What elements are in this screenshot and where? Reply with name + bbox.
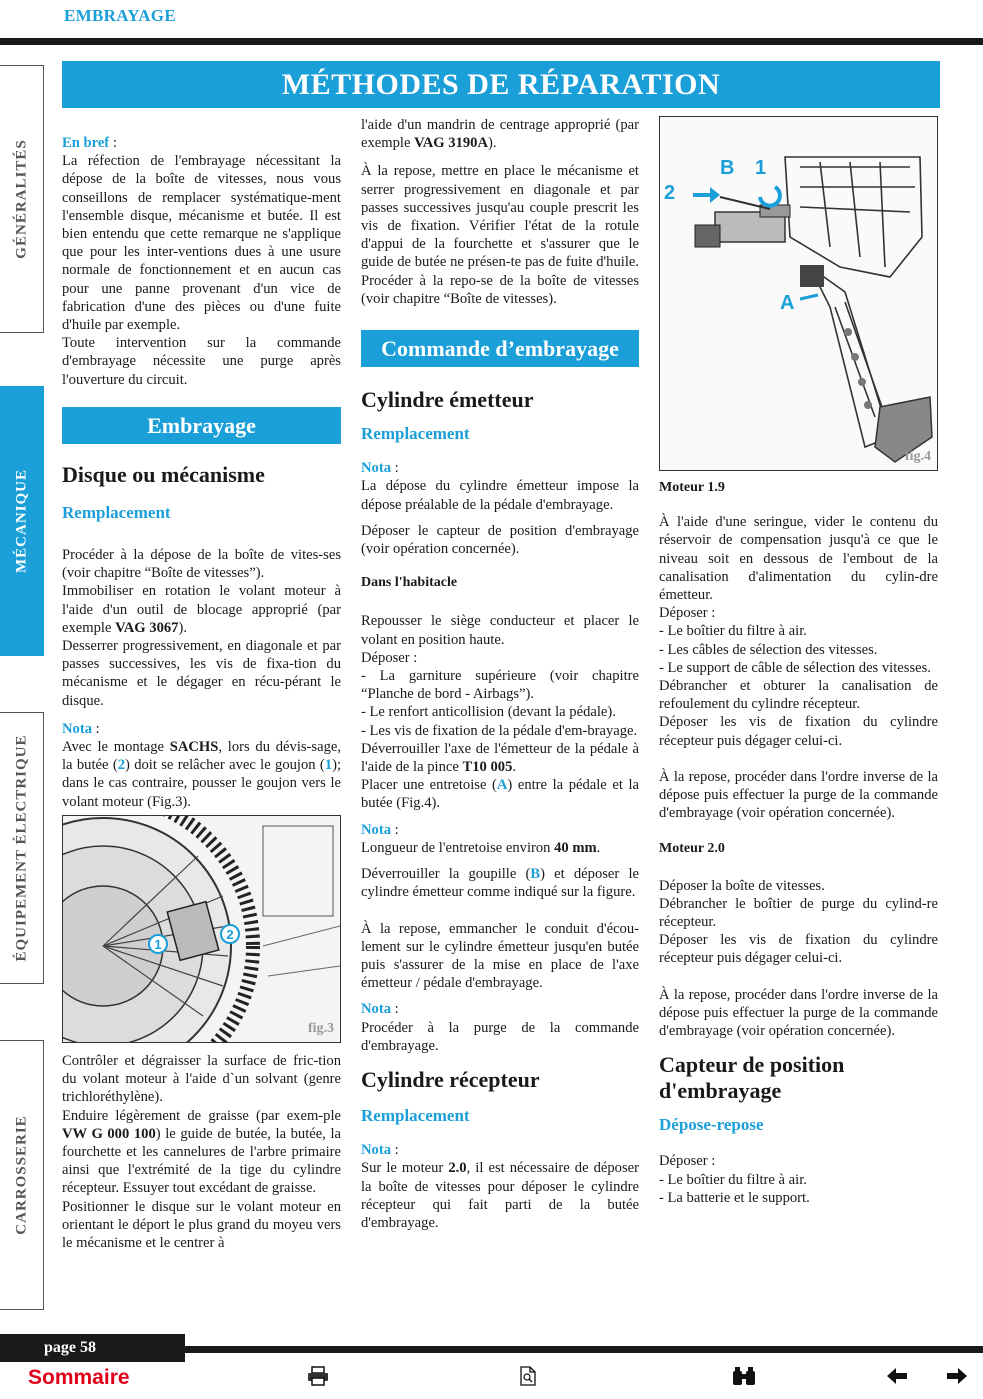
tab-generalites[interactable] (0, 65, 44, 333)
paragraph: Placer une entretoise (A) entre la pédale et la butée (Fig.4). (361, 777, 639, 812)
callout-B: B (720, 157, 735, 179)
paragraph: À la repose, mettre en place le mécanisme et serrer progressivement en diagonale et par passes successives jusqu'au couple prescrit les vis de fixation. Vérifier l'état de la rotule d'appui de la fourchette et s'assurer que le guide de butée ne présen-te pas de fuite d'huile. Procéder à la repo-se de la boîte de vitesses (voir chapitre “Boîte de vitesses). (361, 163, 639, 307)
sommaire-link[interactable]: Sommaire (28, 1366, 130, 1389)
paragraph: Enduire légèrement de graisse (par exem-ple VW G 000 100) le guide de butée, la butée, la fourchette et les cannelures de l'arbre primaire ainsi que l'extrémité de la tige du cylindre récepteur. Essuyer tout excédant de graisse. (62, 1107, 342, 1197)
paragraph: Desserrer progressivement, en diagonale et par passes successives, les vis de fixa-tion du mécanisme et le dégager en récu-pérant le disque. (62, 638, 341, 709)
callout-2: 2 (226, 926, 234, 942)
subsection-moteur-20: Moteur 2.0 (659, 841, 725, 857)
page-number: page 58 (0, 1334, 185, 1362)
nota-text: Longueur de l'entretoise environ 40 mm. (361, 839, 601, 856)
tab-label: MÉCANIQUE (13, 468, 29, 574)
tab-mecanique[interactable] (0, 386, 44, 656)
nota-label: Nota (361, 460, 391, 477)
nota-text: Sur le moteur 2.0, il est nécessaire de déposer la boîte de vitesses pour déposer le cylindre récepteur qui fait parti de la butée d'embrayage. (361, 1160, 640, 1231)
clutch-illustration (63, 816, 340, 1042)
page-banner: MÉTHODES DE RÉPARATION (62, 61, 940, 108)
subsection-moteur-19: Moteur 1.9 (659, 480, 725, 495)
paragraph: À la repose, emmancher le conduit d'écou-lement sur le cylindre émetteur jusqu'en butée puis s'assurer de la mise en place de l'axe émetteur / pédale d'embrayage. (361, 920, 639, 992)
paragraph: À l'aide d'une seringue, vider le contenu du réservoir de compensation jusqu'à ce que le niveau soit en dessous de l'embout de la canalisation d'alimentation du cylin-dre émetteur. (659, 514, 938, 604)
paragraph: À la repose, procéder dans l'ordre inverse de la dépose puis effectuer la purge de la commande d'embrayage (voir opération concernée). (659, 768, 938, 822)
top-rule (0, 38, 983, 45)
en-bref-text: La réfection de l'embrayage nécessitant la dépose de la boîte de vitesses, nous vous conseillons de remplacer systématique-ment l'ensemble disque, mécanisme et butée. Il est bien entendu que cette remarque ne s'applique que pour les inter-ventions dues à une usure normale de fonctionnement et en aucun cas pour une panne provenant d'un vice de fabrication d'une des pièces ou d'une fuite d'huile par exemple. (62, 153, 341, 334)
nota-label: Nota (62, 720, 92, 737)
binoculars-icon[interactable] (731, 1366, 757, 1391)
paragraph: Débrancher et obturer la canalisation de refoulement du cylindre récepteur. (659, 678, 938, 713)
list-item: - Les vis de fixation de la pédale d'em-brayage. (361, 722, 638, 739)
tab-label: CARROSSERIE (13, 1115, 29, 1235)
paragraph: Déverrouiller la goupille (B) et déposer le cylindre émetteur comme indiqué sur la figure. (361, 866, 639, 901)
printer-icon[interactable] (307, 1366, 329, 1391)
list-item: - La batterie et le support. (659, 1189, 810, 1206)
paragraph: À la repose, procéder dans l'ordre inverse de la dépose puis effectuer la purge de la commande d'embrayage (voir opération concernée). (659, 986, 938, 1040)
paragraph: Déposer les vis de fixation du cylindre récepteur puis dégager celui-ci. (659, 714, 938, 749)
subheading-remplacement: Remplacement (62, 502, 171, 522)
heading-cylindre-emetteur: Cylindre émetteur (361, 387, 534, 413)
section-embrayage: Embrayage (62, 407, 341, 444)
paragraph: Déposer les vis de fixation du cylindre récepteur puis dégager celui-ci. (659, 932, 938, 967)
running-head: EMBRAYAGE (64, 6, 176, 25)
subheading-remplacement: Remplacement (361, 424, 470, 444)
tab-carrosserie[interactable] (0, 1040, 44, 1310)
column-2: l'aide d'un mandrin de centrage approprié (par exemple VAG 3190A). À la repose, mettre en place le mécanisme et serrer progressivement en diagonale et par passes successives jusqu'au couple prescrit les vis de fixation. Vérifier l'état de la rotule d'appui de la fourchette et s'assurer que le guide de butée ne présen-te pas de fuite d'huile. Procéder à la repo-se de la boîte de vitesses (voir chapitre “Boîte de vitesses). Commande d’embrayage Cylindre émetteur Remplacement Nota : La dépose du cylindre émetteur impose la dépose préalable de la pédale d'embrayage. Déposer le capteur de position d'embrayage (voir opération concernée). Dans l'habitacle Repousser le siège conducteur et placer le volant en position haute. Déposer : - La garniture supérieure (voir chapitre “Planche de bord - Airbags”). - Le renfort anticollision (devant la pédale). - Les vis de fixation de la pédale d'em-brayage. Déverrouiller l'axe de l'émetteur de la pédale à l'aide de la pince T10 005. Placer une entretoise (A) entre la pédale et la butée (Fig.4). Nota : Longueur de l'entretoise environ 40 mm. Déverrouiller la goupille (B) et déposer le cylindre émetteur comme indiqué sur la figure. À la repose, emmancher le conduit d'écou-lement sur le cylindre émetteur jusqu'en butée puis s'assurer de la mise en place de l'axe émetteur / pédale d'embrayage. Nota : Procéder à la purge de la commande d'embrayage. Cylindre récepteur Remplacement Nota : Sur le moteur 2.0, il est nécessaire de déposer la boîte de vitesses pour déposer le cylindre récepteur qui fait parti de la butée d'embrayage. (361, 117, 640, 1231)
tab-label: GÉNÉRALITÉS (13, 139, 29, 259)
list-item: - Le support de câble de sélection des vitesses. (659, 659, 931, 676)
column-1: En bref : La réfection de l'embrayage nécessitant la dépose de la boîte de vitesses, nous vous conseillons de remplacer systématique-ment l'ensemble disque, mécanisme et butée. Il est bien entendu que cette remarque ne s'applique que pour les inter-ventions dues à une usure normale de fonctionnement et en aucun cas pour une panne provenant d'un vice de fabrication d'une des pièces ou d'une fuite d'huile par exemple. Toute intervention sur la commande d'embrayage nécessite une purge après l'ouverture du circuit. Embrayage Disque ou mécanisme Remplacement Procéder à la dépose de la boîte de vites-ses (voir chapitre “Boîte de vitesses”). Immobiliser en rotation le volant moteur à l'aide d'un outil de blocage approprié (par exemple VAG 3067). Desserrer progressivement, en diagonale et par passes successives, les vis de fixa-tion du mécanisme et le dégager en récu-pérant le disque. Nota : Avec le montage SACHS, lors du dévis-sage, la butée (2) doit se relâcher avec le goujon (1); dans le cas contraire, pousser le goujon vers le volant moteur (Fig.3). 1 2 fig.3 Contrôler et dégraisser la surface de fric-tion du volant moteur à l'aide d`un solvant (genre trichloréthylène). Enduire légèrement de graisse (par exem-ple VW G 000 100) le guide de butée, la butée, la fourchette et les cannelures de l'arbre primaire ainsi que l'extrémité de la tige du cylindre récepteur. Essuyer tout excédant de graisse. Positionner le disque sur le volant moteur en orientant le déport le plus grand du moyeu vers le mécanisme et le centrer à (62, 134, 341, 1252)
document-icon[interactable] (520, 1366, 536, 1391)
callout-1: 1 (154, 936, 162, 952)
nota-label: Nota (361, 1142, 391, 1159)
arrow-left-icon[interactable] (886, 1366, 908, 1391)
paragraph: Déposer : (659, 605, 716, 622)
en-bref-label: En bref (62, 135, 110, 151)
paragraph: Déposer la boîte de vitesses. (659, 877, 825, 894)
nota-text: Avec le montage SACHS, lors du dévis-sage, la butée (2) doit se relâcher avec le goujon (1); dans le cas contraire, pousser le goujon vers le volant moteur (Fig.3). (62, 739, 342, 810)
paragraph: Déverrouiller l'axe de l'émetteur de la pédale à l'aide de la pince T10 005. (361, 740, 639, 776)
subheading-remplacement: Remplacement (361, 1105, 470, 1125)
paragraph: Contrôler et dégraisser la surface de fric-tion du volant moteur à l'aide d`un solvant (genre trichloréthylène). (62, 1052, 341, 1106)
list-item: - Le renfort anticollision (devant la pédale). (361, 704, 616, 721)
paragraph: Procéder à la dépose de la boîte de vites-ses (voir chapitre “Boîte de vitesses”). (62, 547, 341, 582)
paragraph: Déposer : (361, 649, 418, 666)
paragraph: Débrancher le boîtier de purge du cylind-re récepteur. (659, 895, 938, 931)
figure-3 (62, 815, 341, 1043)
heading-capteur-position: Capteur de position d'embrayage (659, 1052, 845, 1104)
paragraph: Déposer le capteur de position d'embrayage (voir opération concernée). (361, 522, 639, 558)
column-3 (659, 116, 938, 1207)
list-item: - La garniture supérieure (voir chapitre “Planche de bord - Airbags”). (361, 668, 639, 703)
nota-label: Nota (361, 1001, 391, 1018)
subheading-depose-repose: Dépose-repose (659, 1115, 764, 1135)
tab-label: ÉQUIPEMENT ÉLECTRIQUE (13, 734, 29, 962)
heading-disque-mecanisme: Disque ou mécanisme (62, 461, 265, 487)
paragraph: l'aide d'un mandrin de centrage approprié (par exemple VAG 3190A). (361, 117, 639, 152)
purge-text: Toute intervention sur la commande d'embrayage nécessite une purge après l'ouverture du circuit. (62, 335, 341, 388)
figure-4 (659, 116, 938, 471)
figure-caption: fig.3 (307, 1020, 334, 1036)
figure-caption: fig.4 (904, 448, 931, 464)
paragraph: Déposer : (659, 1153, 716, 1170)
callout-1: 1 (755, 157, 767, 179)
subsection-habitacle: Dans l'habitacle (361, 575, 458, 591)
list-item: - Le boîtier du filtre à air. (659, 623, 807, 640)
list-item: - Les câbles de sélection des vitesses. (659, 641, 878, 658)
callout-A: A (780, 292, 795, 314)
list-item: - Le boîtier du filtre à air. (659, 1171, 807, 1188)
paragraph: Repousser le siège conducteur et placer le volant en position haute. (361, 613, 639, 648)
pedal-illustration (660, 117, 937, 470)
section-commande-embrayage: Commande d’embrayage (361, 330, 639, 367)
paragraph: Positionner le disque sur le volant moteur en orientant le déport le plus grand du moyeu vers le mécanisme et le centrer à (62, 1198, 341, 1251)
nota-text: La dépose du cylindre émetteur impose la dépose préalable de la pédale d'embrayage. (361, 478, 639, 513)
nota-label: Nota (361, 821, 391, 838)
tab-equipement-electrique[interactable] (0, 712, 44, 984)
paragraph: Immobiliser en rotation le volant moteur à l'aide d'un outil de blocage approprié (par exemple VAG 3067). (62, 583, 341, 636)
nota-text: Procéder à la purge de la commande d'embrayage. (361, 1019, 639, 1054)
callout-2: 2 (664, 182, 676, 204)
arrow-right-icon[interactable] (946, 1366, 968, 1391)
heading-cylindre-recepteur: Cylindre récepteur (361, 1066, 540, 1092)
